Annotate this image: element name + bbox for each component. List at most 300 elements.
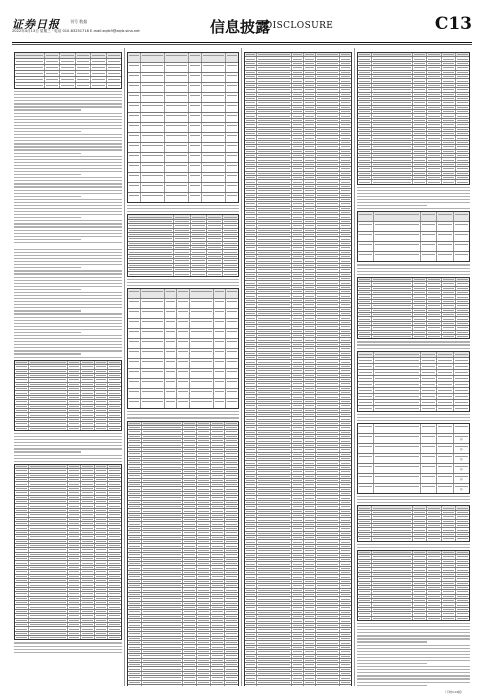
table-cell	[413, 101, 427, 104]
table-cell	[15, 409, 29, 412]
table-cell	[15, 65, 45, 70]
table-cell	[304, 75, 316, 78]
table-cell	[226, 143, 238, 152]
table-cell	[257, 145, 292, 148]
table-cell	[372, 511, 413, 514]
table-cell	[340, 395, 351, 398]
table-cell	[191, 224, 207, 227]
text-line	[357, 672, 470, 673]
table-cell	[95, 469, 109, 472]
table-cell	[340, 606, 351, 609]
table-cell	[292, 325, 304, 328]
table-cell	[358, 295, 372, 298]
table-cell	[304, 180, 316, 183]
table-cell	[340, 382, 351, 385]
table-cell	[197, 650, 211, 653]
table-cell	[257, 237, 292, 240]
table-cell	[257, 273, 292, 276]
table-cell	[141, 153, 165, 162]
table-cell	[257, 84, 292, 87]
table-cell	[257, 624, 292, 627]
table-cell	[257, 633, 292, 636]
text-line	[357, 196, 470, 197]
table-cell	[304, 321, 316, 324]
table-cell	[316, 417, 339, 420]
table-cell	[304, 510, 316, 513]
table-cell	[257, 400, 292, 403]
table-cell	[358, 376, 374, 381]
table-cell	[142, 645, 182, 648]
text-line	[14, 140, 122, 141]
table-cell	[95, 561, 109, 564]
table-row	[128, 113, 238, 123]
table-cell	[340, 365, 351, 368]
table-cell	[128, 389, 141, 398]
table-cell	[292, 602, 304, 605]
table-cell	[183, 422, 197, 425]
table-cell	[442, 110, 456, 113]
table-cell	[257, 259, 292, 262]
table-cell	[413, 599, 427, 602]
table-cell	[245, 374, 257, 377]
table-cell	[358, 84, 372, 87]
table-cell	[304, 417, 316, 420]
table-cell	[81, 374, 95, 377]
table-row	[358, 232, 469, 242]
table-cell	[165, 173, 189, 182]
table-cell	[128, 676, 142, 679]
table-cell	[372, 167, 413, 170]
table-cell	[358, 595, 372, 598]
table-cell	[292, 167, 304, 170]
table-row	[128, 93, 238, 103]
table-cell	[128, 571, 142, 574]
table-cell	[108, 623, 121, 626]
table-cell	[197, 593, 211, 596]
table-cell	[128, 514, 142, 517]
table-cell	[225, 514, 238, 517]
text-line	[14, 649, 122, 650]
text-paragraph	[357, 264, 470, 274]
table-cell	[413, 568, 427, 571]
table-cell	[316, 523, 339, 526]
table-cell	[108, 531, 121, 534]
table-cell	[304, 79, 316, 82]
table-cell	[245, 461, 257, 464]
table-cell	[442, 599, 456, 602]
table-cell	[81, 623, 95, 626]
table-cell	[245, 518, 257, 521]
table-cell	[340, 431, 351, 434]
table-cell	[292, 571, 304, 574]
table-row	[128, 685, 238, 686]
table-cell	[372, 582, 413, 585]
table-row	[15, 427, 121, 430]
table-cell	[316, 637, 339, 640]
text-line	[14, 223, 122, 224]
table-cell	[225, 422, 238, 425]
table-cell	[108, 544, 121, 547]
table-cell	[257, 286, 292, 289]
logo-image-icon	[454, 434, 469, 443]
table-cell	[316, 53, 339, 56]
table-cell	[304, 567, 316, 570]
table-cell	[304, 290, 316, 293]
table-cell	[211, 645, 225, 648]
table-cell	[372, 590, 413, 593]
table-cell	[304, 514, 316, 517]
table-cell	[427, 287, 441, 290]
table-cell	[340, 580, 351, 583]
table-cell	[340, 501, 351, 504]
table-cell	[245, 53, 257, 56]
table-cell	[292, 641, 304, 644]
table-cell	[29, 614, 68, 617]
table-cell	[29, 409, 68, 412]
table-cell	[197, 685, 211, 686]
table-cell	[257, 505, 292, 508]
table-cell	[316, 299, 339, 302]
table-cell	[372, 123, 413, 126]
text-paragraph	[357, 414, 470, 421]
table-cell	[225, 610, 238, 613]
table-cell	[358, 66, 372, 69]
table-cell	[226, 369, 238, 378]
table-cell	[81, 365, 95, 368]
table-cell	[316, 387, 339, 390]
table-cell	[292, 461, 304, 464]
table-cell	[15, 478, 29, 481]
table-cell	[358, 128, 372, 131]
table-cell	[372, 612, 413, 615]
table-cell	[374, 434, 421, 443]
newspaper-logo: 证券日报	[12, 18, 60, 31]
table-cell	[340, 128, 351, 131]
table-cell	[257, 439, 292, 442]
table-cell	[340, 575, 351, 578]
table-cell	[128, 483, 142, 486]
table-cell	[257, 356, 292, 359]
table-cell	[442, 145, 456, 148]
table-row	[128, 369, 238, 379]
table-cell	[225, 672, 238, 675]
table-cell	[304, 128, 316, 131]
table-cell	[128, 501, 142, 504]
table-cell	[340, 457, 351, 460]
logo-image-icon	[454, 444, 469, 453]
table-cell	[225, 531, 238, 534]
table-cell	[107, 65, 121, 70]
table-cell	[211, 685, 225, 686]
table-cell	[456, 84, 469, 87]
table-cell	[442, 617, 456, 620]
text-line	[357, 675, 470, 676]
table-cell	[316, 88, 339, 91]
table-row	[128, 309, 238, 319]
table-cell	[257, 194, 292, 197]
table-cell	[427, 322, 441, 325]
table-cell	[191, 259, 207, 262]
table-cell	[226, 83, 238, 92]
table-cell	[95, 570, 109, 573]
table-cell	[292, 290, 304, 293]
table-cell	[427, 528, 441, 531]
table-cell	[257, 545, 292, 548]
table-cell	[292, 457, 304, 460]
table-cell	[340, 453, 351, 456]
table-cell	[214, 319, 227, 328]
table-cell	[456, 53, 469, 56]
table-cell	[374, 222, 421, 231]
table-cell	[413, 555, 427, 558]
table-cell	[81, 614, 95, 617]
table-cell	[257, 593, 292, 596]
table-cell	[257, 233, 292, 236]
table-cell	[142, 558, 182, 561]
table-cell	[454, 212, 469, 221]
table-cell	[304, 584, 316, 587]
table-cell	[189, 123, 202, 132]
table-cell	[456, 123, 469, 126]
table-cell	[442, 309, 456, 312]
table-cell	[128, 470, 142, 473]
table-row	[15, 636, 121, 639]
table-cell	[214, 389, 227, 398]
table-cell	[316, 589, 339, 592]
text-line	[357, 645, 470, 646]
table-cell	[211, 588, 225, 591]
table-cell	[108, 553, 121, 556]
table-cell	[358, 528, 372, 531]
table-cell	[128, 575, 142, 578]
table-cell	[257, 628, 292, 631]
table-cell	[340, 439, 351, 442]
table-cell	[304, 461, 316, 464]
table-cell	[225, 522, 238, 525]
table-cell	[292, 391, 304, 394]
table-cell	[304, 136, 316, 139]
table-cell	[292, 378, 304, 381]
table-cell	[15, 544, 29, 547]
table-cell	[245, 79, 257, 82]
table-cell	[257, 110, 292, 113]
table-cell	[292, 198, 304, 201]
table-cell	[257, 457, 292, 460]
table-cell	[413, 335, 427, 338]
table-row	[358, 484, 469, 493]
table-cell	[165, 153, 189, 162]
table-cell	[413, 582, 427, 585]
table-cell	[142, 584, 182, 587]
table-cell	[108, 469, 121, 472]
table-cell	[340, 338, 351, 341]
table-cell	[427, 590, 441, 593]
table-cell	[141, 399, 165, 408]
table-cell	[211, 650, 225, 653]
table-cell	[292, 211, 304, 214]
table-cell	[108, 465, 121, 468]
table-cell	[183, 487, 197, 490]
text-line	[14, 242, 122, 243]
table-cell	[340, 400, 351, 403]
text-line	[14, 171, 122, 172]
table-cell	[81, 570, 95, 573]
table-cell	[142, 443, 182, 446]
table-cell	[292, 172, 304, 175]
table-cell	[358, 444, 374, 453]
text-line	[14, 249, 122, 250]
table-cell	[316, 681, 339, 684]
table-cell	[257, 211, 292, 214]
table-cell	[372, 326, 413, 329]
table-cell	[437, 484, 453, 493]
table-cell	[372, 287, 413, 290]
table-cell	[340, 194, 351, 197]
table-cell	[292, 308, 304, 311]
table-cell	[223, 229, 238, 232]
text-line	[357, 271, 470, 272]
trademark-icon: ◎	[460, 486, 463, 491]
table-cell	[142, 452, 182, 455]
table-cell	[413, 295, 427, 298]
text-line	[127, 208, 239, 209]
table-cell	[68, 513, 82, 516]
table-cell	[197, 610, 211, 613]
text-line	[14, 317, 122, 318]
table-cell	[340, 470, 351, 473]
table-cell	[128, 113, 141, 122]
table-cell	[358, 291, 372, 294]
table-cell	[372, 577, 413, 580]
table-cell	[292, 251, 304, 254]
table-cell	[456, 150, 469, 153]
table-cell	[372, 158, 413, 161]
table-cell	[358, 132, 372, 135]
table-cell	[95, 396, 109, 399]
table-cell	[142, 479, 182, 482]
table-cell	[45, 53, 60, 58]
table-cell	[442, 172, 456, 175]
table-cell	[316, 255, 339, 258]
table-cell	[257, 246, 292, 249]
text-line	[14, 353, 81, 354]
table-cell	[292, 136, 304, 139]
table-cell	[189, 83, 202, 92]
table-row	[128, 143, 238, 153]
table-cell	[183, 465, 197, 468]
table-cell	[95, 478, 109, 481]
table-cell	[95, 513, 109, 516]
table-cell	[292, 365, 304, 368]
table-cell	[374, 352, 421, 357]
table-cell	[15, 627, 29, 630]
table-cell	[316, 545, 339, 548]
table-cell	[225, 549, 238, 552]
table-cell	[292, 659, 304, 662]
table-cell	[374, 242, 421, 251]
table-cell	[128, 588, 142, 591]
table-cell	[68, 383, 82, 386]
table-cell	[95, 365, 109, 368]
table-cell	[454, 352, 469, 357]
table-cell	[427, 309, 441, 312]
table-cell	[257, 334, 292, 337]
table-cell	[245, 207, 257, 210]
table-cell	[437, 370, 453, 375]
table-cell	[340, 202, 351, 205]
table-cell	[304, 325, 316, 328]
table-cell	[316, 343, 339, 346]
table-cell	[257, 93, 292, 96]
table-cell	[174, 242, 190, 245]
table-cell	[374, 388, 421, 393]
table-cell	[165, 83, 189, 92]
table-cell	[15, 422, 29, 425]
table-cell	[207, 242, 223, 245]
table-cell	[340, 404, 351, 407]
table-cell	[316, 207, 339, 210]
table-cell	[128, 233, 174, 236]
table-cell	[202, 73, 226, 82]
table-cell	[142, 457, 182, 460]
table-cell	[292, 681, 304, 684]
table-cell	[456, 603, 469, 606]
table-cell	[245, 584, 257, 587]
table-cell	[413, 304, 427, 307]
table-cell	[340, 496, 351, 499]
table-cell	[245, 110, 257, 113]
table-cell	[340, 106, 351, 109]
table-cell	[108, 474, 121, 477]
table-cell	[257, 97, 292, 100]
table-cell	[358, 617, 372, 620]
table-cell	[292, 633, 304, 636]
table-cell	[225, 496, 238, 499]
table-cell	[257, 382, 292, 385]
text-line	[14, 326, 122, 327]
text-line	[14, 273, 122, 274]
table-cell	[76, 77, 91, 82]
text-line	[357, 666, 470, 667]
table-cell	[257, 220, 292, 223]
table-cell	[245, 75, 257, 78]
table-cell	[316, 492, 339, 495]
table-cell	[108, 548, 121, 551]
table-cell	[183, 483, 197, 486]
table-cell	[316, 119, 339, 122]
table-cell	[442, 66, 456, 69]
table-cell	[304, 448, 316, 451]
table-cell	[442, 101, 456, 104]
table-cell	[211, 465, 225, 468]
table-cell	[316, 444, 339, 447]
table-cell	[202, 113, 226, 122]
table-cell	[211, 623, 225, 626]
table-cell	[174, 255, 190, 258]
table-cell	[142, 549, 182, 552]
table-cell	[374, 484, 421, 493]
table-cell	[372, 595, 413, 598]
text-line	[357, 268, 470, 269]
table-cell	[292, 202, 304, 205]
table-cell	[81, 636, 95, 639]
table-cell	[68, 374, 82, 377]
table-cell	[108, 487, 121, 490]
table-cell	[292, 650, 304, 653]
table-cell	[68, 531, 82, 534]
table-cell	[197, 492, 211, 495]
table-cell	[183, 474, 197, 477]
